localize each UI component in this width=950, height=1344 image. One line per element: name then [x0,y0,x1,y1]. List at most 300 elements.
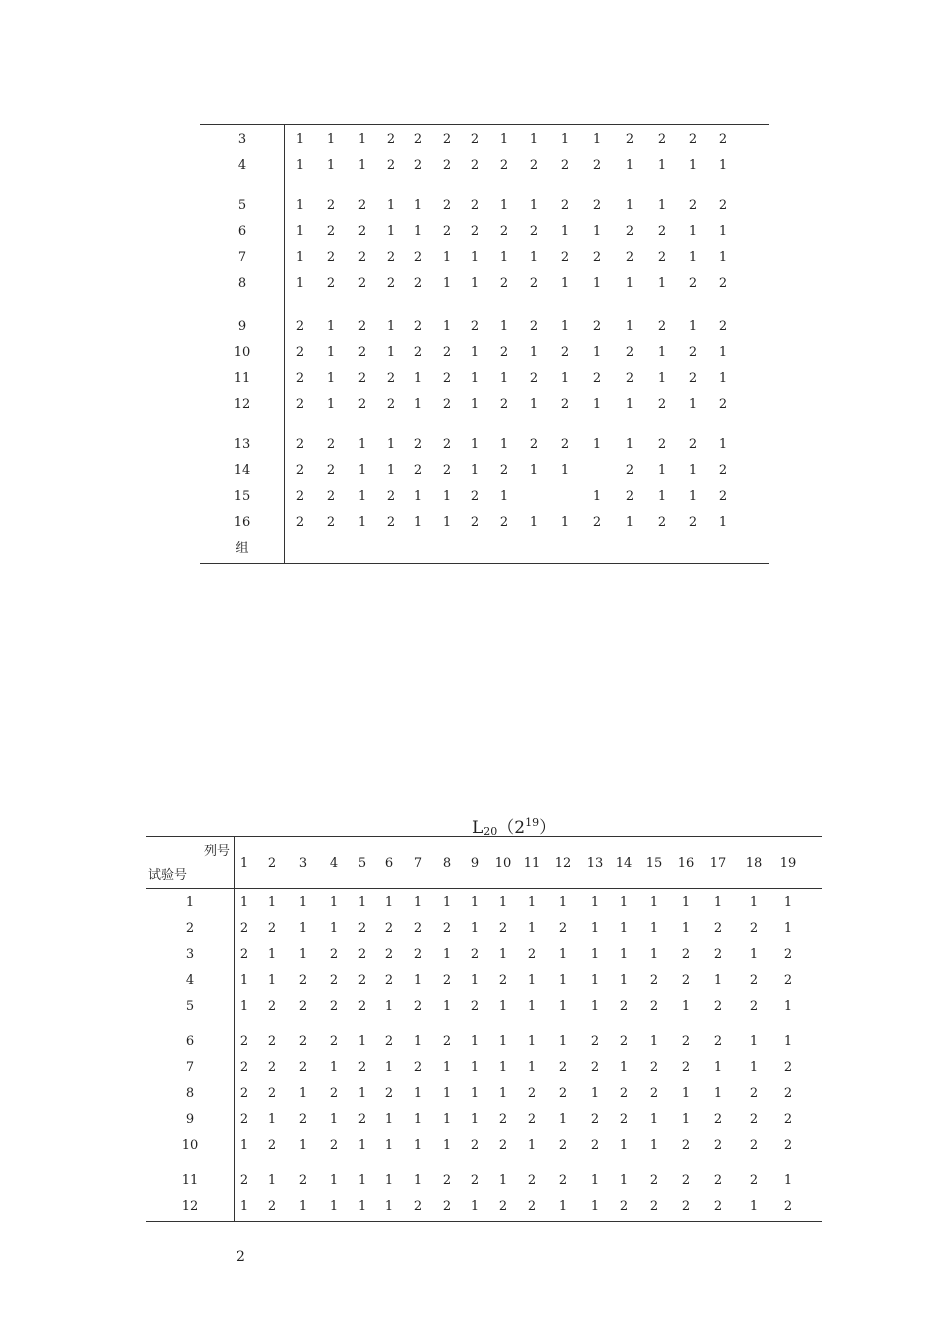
table-cell: 1 [267,947,277,962]
table-cell: 1 [649,1112,659,1127]
table-cell: 2 [442,132,452,147]
table-cell: 2 [499,463,509,478]
table-cell: 1 [625,276,635,291]
table-cell: 1 [713,1086,723,1101]
table-cell: 2 [239,1034,249,1049]
table-cell: 1 [442,1086,452,1101]
table-cell: 2 [529,437,539,452]
table-cell: 1 [295,224,305,239]
row-label: 9 [185,1112,195,1127]
table-cell: 1 [625,319,635,334]
table-cell: 1 [592,345,602,360]
table-cell: 1 [357,437,367,452]
row-label: 10 [233,345,251,360]
table-cell: 2 [470,319,480,334]
table-cell: 1 [267,1112,277,1127]
table-cell: 1 [239,973,249,988]
table-cell: 2 [386,397,396,412]
column-header: 3 [298,856,308,871]
table-cell: 2 [413,158,423,173]
table-cell: 1 [527,999,537,1014]
table-cell: 1 [442,319,452,334]
table-cell: 1 [498,947,508,962]
table-cell: 2 [713,1112,723,1127]
table-cell: 1 [267,895,277,910]
table-cell: 2 [386,371,396,386]
table-cell: 1 [529,397,539,412]
table-cell: 2 [688,371,698,386]
table-cell: 2 [326,224,336,239]
table-cell: 2 [470,947,480,962]
table-cell: 2 [326,515,336,530]
table-cell: 1 [783,895,793,910]
table-cell: 2 [326,463,336,478]
table-cell: 1 [329,895,339,910]
table-cell: 2 [298,973,308,988]
column-header: 16 [677,856,695,871]
table-cell: 2 [239,1173,249,1188]
table-cell: 1 [384,1060,394,1075]
table-cell: 2 [498,1199,508,1214]
table-cell: 2 [295,437,305,452]
table-cell: 1 [590,999,600,1014]
table-cell: 1 [527,1138,537,1153]
table-cell: 1 [499,437,509,452]
table-cell: 1 [718,515,728,530]
table-cell: 1 [295,198,305,213]
table-cell: 1 [619,947,629,962]
table-cell: 2 [681,1173,691,1188]
table-cell: 1 [783,921,793,936]
row-label: 3 [185,947,195,962]
table-cell: 1 [718,250,728,265]
table-cell: 2 [625,371,635,386]
row-label: 11 [181,1173,199,1188]
table-cell: 1 [239,1138,249,1153]
table-cell: 1 [619,921,629,936]
table-cell: 1 [657,276,667,291]
table-cell: 1 [625,158,635,173]
table-cell: 1 [326,345,336,360]
table-cell: 2 [783,1060,793,1075]
table-cell: 2 [295,463,305,478]
table-cell: 2 [527,1173,537,1188]
table-cell: 2 [413,921,423,936]
table-cell: 2 [590,1060,600,1075]
column-header: 2 [267,856,277,871]
table-cell: 2 [499,345,509,360]
table-cell: 1 [413,1034,423,1049]
table-cell: 1 [527,1060,537,1075]
table-cell: 1 [527,895,537,910]
table-cell: 2 [783,1112,793,1127]
table-cell: 2 [329,1086,339,1101]
table-cell: 2 [619,1112,629,1127]
table-cell: 1 [384,1173,394,1188]
table-cell: 1 [357,1199,367,1214]
table-cell: 1 [688,158,698,173]
table-cell: 2 [413,947,423,962]
table-cell: 1 [326,319,336,334]
table-cell: 2 [590,1034,600,1049]
table-cell: 2 [470,1173,480,1188]
table-cell: 1 [592,224,602,239]
table-cell: 2 [590,1138,600,1153]
table-cell: 2 [267,999,277,1014]
table-cell: 1 [470,397,480,412]
table-cell: 2 [442,198,452,213]
table-cell: 2 [295,345,305,360]
column-header: 7 [413,856,423,871]
table-cell: 1 [413,1173,423,1188]
column-header: 5 [357,856,367,871]
table-cell: 1 [442,276,452,291]
table-cell: 2 [326,489,336,504]
row-label: 12 [181,1199,199,1214]
table-cell: 1 [529,132,539,147]
row-label: 11 [233,371,251,386]
table-cell: 2 [713,947,723,962]
table-cell: 1 [558,895,568,910]
row-label: 15 [233,489,251,504]
table-cell: 1 [783,1173,793,1188]
footer-label: 组 [235,541,249,556]
table-cell: 1 [590,895,600,910]
table-cell: 1 [386,319,396,334]
table-cell: 2 [625,132,635,147]
table-cell: 2 [384,921,394,936]
table-cell: 2 [413,345,423,360]
table-cell: 2 [442,158,452,173]
table-cell: 2 [442,1034,452,1049]
table-cell: 1 [470,250,480,265]
table-cell: 1 [625,198,635,213]
table-cell: 1 [470,1060,480,1075]
table-cell: 2 [357,947,367,962]
column-header: 1 [239,856,249,871]
table-cell: 1 [688,319,698,334]
table-cell: 1 [326,371,336,386]
table-cell: 2 [681,1060,691,1075]
table-cell: 2 [357,973,367,988]
column-header: 4 [329,856,339,871]
table-cell: 2 [688,345,698,360]
table-cell: 2 [298,1112,308,1127]
table-cell: 2 [357,371,367,386]
row-label: 4 [185,973,195,988]
table-cell: 2 [749,999,759,1014]
table-cell: 2 [619,1199,629,1214]
table-cell: 1 [386,198,396,213]
table-cell: 1 [749,947,759,962]
table-cell: 2 [357,319,367,334]
table-cell: 2 [386,250,396,265]
table-cell: 1 [649,1034,659,1049]
table-cell: 1 [527,1034,537,1049]
table-cell: 1 [470,895,480,910]
table-cell: 1 [590,973,600,988]
table-cell: 2 [592,198,602,213]
table-cell: 1 [560,371,570,386]
table-cell: 2 [560,397,570,412]
table-cell: 2 [298,1173,308,1188]
table-cell: 1 [718,345,728,360]
table-cell: 2 [295,371,305,386]
table-cell: 1 [749,1034,759,1049]
table-cell: 2 [560,250,570,265]
table-cell: 1 [470,463,480,478]
table-cell: 1 [558,1034,568,1049]
row-label: 1 [185,895,195,910]
table-cell: 1 [498,999,508,1014]
table-cell: 1 [442,489,452,504]
table-cell: 2 [386,132,396,147]
table-cell: 1 [619,1138,629,1153]
table-cell: 2 [413,463,423,478]
table-cell: 2 [558,1173,568,1188]
table-cell: 1 [592,489,602,504]
row-label: 12 [233,397,251,412]
table-cell: 2 [442,345,452,360]
table-cell: 2 [681,973,691,988]
row-label: 5 [185,999,195,1014]
table-cell: 2 [442,371,452,386]
table-cell: 1 [499,489,509,504]
table-cell: 2 [498,1112,508,1127]
row-label: 8 [237,276,247,291]
table-cell: 2 [649,1060,659,1075]
table-cell: 1 [527,921,537,936]
table-cell: 1 [560,515,570,530]
table-cell: 2 [470,224,480,239]
table-cell: 2 [267,1138,277,1153]
row-label: 7 [237,250,247,265]
table-cell: 1 [413,397,423,412]
column-header: 11 [523,856,541,871]
table-cell: 2 [442,397,452,412]
column-header: 14 [615,856,633,871]
table-cell: 2 [239,1060,249,1075]
table-cell: 2 [649,1173,659,1188]
table-cell: 1 [470,973,480,988]
table-cell: 2 [688,515,698,530]
table-cell: 1 [298,1199,308,1214]
column-header: 18 [745,856,763,871]
table-cell: 2 [657,515,667,530]
table-cell: 1 [625,437,635,452]
table-cell: 2 [470,158,480,173]
table-cell: 2 [527,947,537,962]
table-cell: 1 [625,397,635,412]
table-cell: 2 [499,158,509,173]
table-cell: 1 [560,463,570,478]
table-cell: 1 [499,132,509,147]
table-cell: 2 [329,1034,339,1049]
table-cell: 2 [498,1138,508,1153]
table-cell: 1 [688,463,698,478]
table-cell: 2 [527,1112,537,1127]
table-cell: 1 [329,1112,339,1127]
table-cell: 1 [442,515,452,530]
table-cell: 2 [592,250,602,265]
table-cell: 1 [783,999,793,1014]
table-cell: 1 [329,1060,339,1075]
table-cell: 1 [442,895,452,910]
table-cell: 1 [413,973,423,988]
table-cell: 1 [298,1138,308,1153]
table-cell: 1 [499,319,509,334]
table-cell: 1 [384,1199,394,1214]
table-cell: 2 [357,198,367,213]
table-cell: 2 [529,319,539,334]
table-cell: 1 [619,1173,629,1188]
table-cell: 2 [357,397,367,412]
table-cell: 1 [558,1112,568,1127]
table-cell: 2 [470,132,480,147]
table-cell: 1 [592,397,602,412]
table-cell: 1 [442,250,452,265]
table-cell: 2 [560,158,570,173]
table-cell: 2 [357,250,367,265]
table-cell: 1 [329,1173,339,1188]
table-cell: 1 [783,1034,793,1049]
table-cell: 1 [384,895,394,910]
table-cell: 2 [239,1112,249,1127]
table-cell: 1 [413,1112,423,1127]
table-cell: 2 [329,999,339,1014]
table-cell: 1 [529,198,539,213]
table-cell: 2 [413,276,423,291]
table-cell: 2 [529,276,539,291]
row-label: 14 [233,463,251,478]
table-cell: 1 [657,371,667,386]
table-cell: 1 [688,250,698,265]
table-cell: 1 [499,250,509,265]
table-cell: 2 [657,132,667,147]
table-cell: 2 [413,1060,423,1075]
table-cell: 2 [442,921,452,936]
table-cell: 1 [657,463,667,478]
table-cell: 1 [470,437,480,452]
table-cell: 1 [590,947,600,962]
table-cell: 2 [498,973,508,988]
table-cell: 1 [470,1086,480,1101]
table-cell: 1 [498,895,508,910]
table-cell: 1 [688,224,698,239]
table-cell: 2 [470,1138,480,1153]
table-cell: 1 [413,198,423,213]
table-cell: 2 [625,463,635,478]
table-cell: 2 [357,999,367,1014]
table-cell: 2 [749,1112,759,1127]
table-cell: 2 [749,1173,759,1188]
table-cell: 2 [239,1086,249,1101]
row-label: 8 [185,1086,195,1101]
table-cell: 1 [558,973,568,988]
table-cell: 2 [718,319,728,334]
table-cell: 2 [413,319,423,334]
table-cell: 2 [357,1060,367,1075]
table-cell: 1 [625,515,635,530]
table-cell: 2 [527,1199,537,1214]
table-cell: 2 [470,489,480,504]
table-cell: 2 [649,999,659,1014]
table-cell: 1 [681,1086,691,1101]
column-header: 13 [586,856,604,871]
table-cell: 2 [681,1138,691,1153]
table-cell: 1 [298,895,308,910]
table-cell: 1 [657,198,667,213]
table-cell: 1 [718,371,728,386]
table-cell: 1 [649,947,659,962]
table-cell: 1 [590,921,600,936]
table-cell: 2 [413,437,423,452]
row-label: 10 [181,1138,199,1153]
table-cell: 1 [413,1138,423,1153]
table-cell: 1 [470,371,480,386]
table-cell: 1 [718,224,728,239]
table-cell: 1 [384,999,394,1014]
table-cell: 2 [657,437,667,452]
table-cell: 2 [470,999,480,1014]
table-cell: 1 [298,947,308,962]
table-cell: 2 [718,397,728,412]
table-cell: 2 [413,999,423,1014]
table-cell: 1 [267,973,277,988]
table-cell: 2 [560,437,570,452]
table-cell: 2 [298,999,308,1014]
table-cell: 1 [386,224,396,239]
table-cell: 2 [267,921,277,936]
table-cell: 2 [592,515,602,530]
table-cell: 1 [681,895,691,910]
table-cell: 2 [558,1086,568,1101]
table-cell: 2 [625,345,635,360]
orthogonal-table-continued [200,124,769,564]
table-cell: 2 [783,973,793,988]
table-cell: 1 [413,371,423,386]
table-cell: 2 [357,345,367,360]
table-cell: 1 [295,132,305,147]
table-cell: 1 [357,515,367,530]
table-cell: 1 [529,515,539,530]
table-cell: 1 [442,1112,452,1127]
header-divider [146,888,822,889]
table-cell: 1 [619,1060,629,1075]
table-cell: 1 [749,1199,759,1214]
table-cell: 2 [386,276,396,291]
table-cell: 2 [499,224,509,239]
table-cell: 2 [649,973,659,988]
table-cell: 2 [239,947,249,962]
table-cell: 2 [326,250,336,265]
table-cell: 2 [649,1199,659,1214]
table-cell: 1 [688,397,698,412]
table-cell: 2 [329,1138,339,1153]
table-cell: 2 [657,250,667,265]
table-cell: 2 [384,947,394,962]
table-cell: 2 [529,371,539,386]
row-label: 6 [185,1034,195,1049]
table-cell: 2 [442,224,452,239]
table-cell: 1 [529,250,539,265]
table-cell: 2 [386,158,396,173]
table-cell: 1 [560,319,570,334]
table-cell: 1 [470,921,480,936]
row-label: 7 [185,1060,195,1075]
table-cell: 2 [619,1086,629,1101]
table-cell: 2 [558,1138,568,1153]
